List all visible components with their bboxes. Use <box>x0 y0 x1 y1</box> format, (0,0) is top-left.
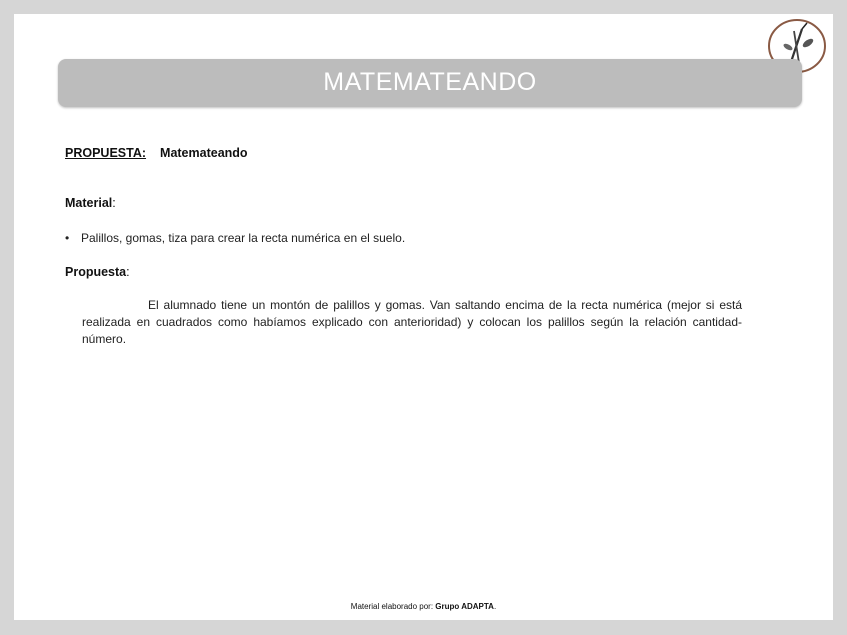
bullet-icon: • <box>65 231 70 245</box>
material-item-text: Palillos, gomas, tiza para crear la recta numérica en el suelo. <box>81 231 406 245</box>
page-title: MATEMATEANDO <box>323 68 537 96</box>
footer-credit <box>0 602 847 611</box>
material-heading <box>65 196 116 210</box>
propuesta-title-line <box>65 146 248 160</box>
list-item <box>65 231 405 245</box>
propuesta-value: Matemateando <box>160 146 248 160</box>
footer-prefix: Material elaborado por: <box>350 602 436 611</box>
propuesta-label: PROPUESTA: <box>65 146 147 160</box>
propuesta-heading-suffix: : <box>126 265 130 279</box>
footer-suffix: . <box>493 602 497 611</box>
footer-author: Grupo ADAPTA <box>435 602 494 611</box>
propuesta-heading-text: Propuesta <box>65 265 127 279</box>
title-bar <box>58 59 802 107</box>
material-heading-suffix: : <box>112 196 116 210</box>
propuesta-heading <box>65 265 130 279</box>
propuesta-paragraph: El alumnado tiene un montón de palillos y gomas. Van saltando encima de la recta numérica (mejor si está realizada en cuadrados como habíamos explicado con anterioridad) y colocan los palillos según la relación cantidad-número. <box>82 298 742 346</box>
material-heading-text: Material <box>65 196 113 210</box>
